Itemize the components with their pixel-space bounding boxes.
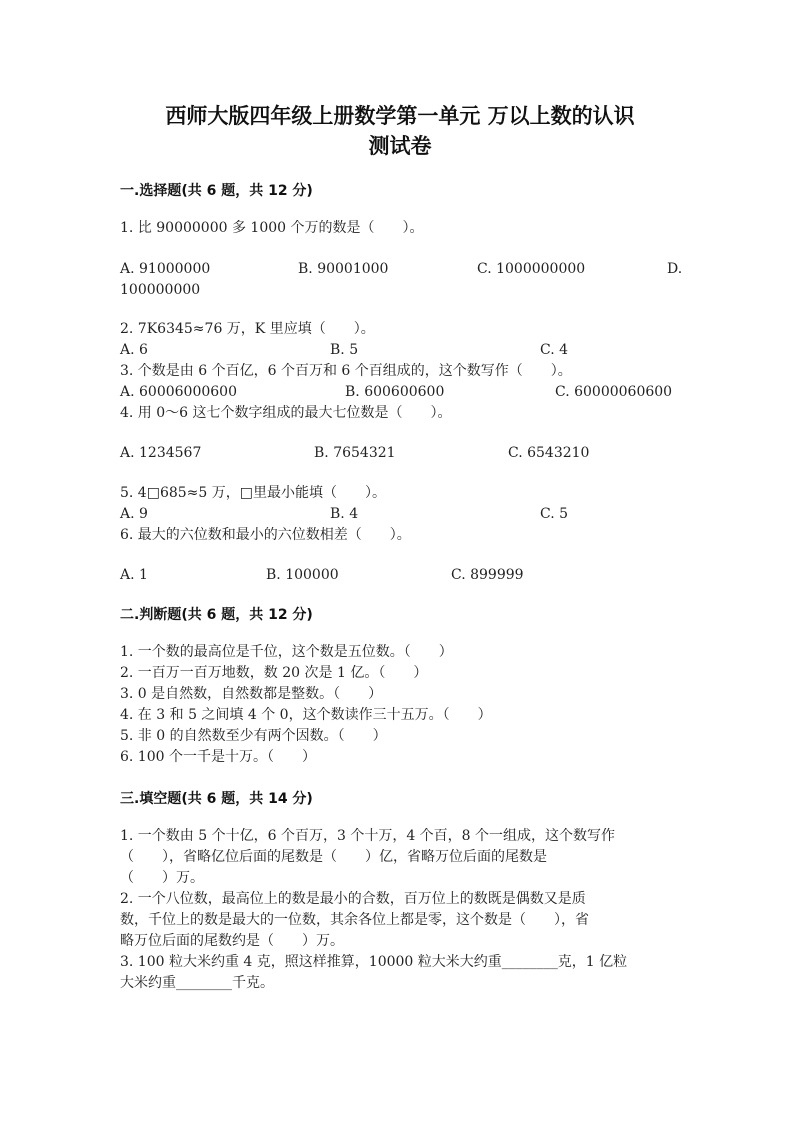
option-c: C. 6543210 bbox=[508, 445, 590, 461]
question-text: 4. 用 0～6 这七个数字组成的最大七位数是（ ）。 bbox=[120, 405, 452, 421]
option-a: A. 60006000600 bbox=[120, 384, 237, 400]
question-line: （ ）万。 bbox=[120, 870, 204, 886]
option-a: A. 1234567 bbox=[120, 445, 202, 461]
question-line: 1. 一个数由 5 个十亿，6 个百万，3 个十万，4 个百，8 个一组成，这个数写作 bbox=[120, 828, 616, 844]
option-b: B. 600600600 bbox=[345, 384, 445, 400]
question-text: 2. 7K6345≈76 万，K 里应填（ ）。 bbox=[120, 321, 375, 337]
option-c: C. 4 bbox=[540, 342, 569, 358]
option-b: B. 90001000 bbox=[298, 261, 389, 277]
option-b: B. 100000 bbox=[266, 567, 339, 583]
option-a: A. 91000000 bbox=[120, 261, 211, 277]
question-text: 1. 比 90000000 多 1000 个万的数是（ ）。 bbox=[120, 220, 424, 236]
option-a: A. 1 bbox=[120, 567, 148, 583]
page-title: 西师大版四年级上册数学第一单元 万以上数的认识 bbox=[165, 104, 635, 128]
option-a: A. 9 bbox=[120, 506, 148, 522]
question-text: 5. 4□685≈5 万，□里最小能填（ ）。 bbox=[120, 485, 386, 501]
question-line: 3. 100 粒大米约重 4 克，照这样推算，10000 粒大米大约重________克，1 亿粒 bbox=[120, 954, 628, 970]
section-heading-fill: 三.填空题(共 6 题，共 14 分) bbox=[120, 791, 313, 807]
option-b: B. 7654321 bbox=[314, 445, 396, 461]
page-title-line2: 测试卷 bbox=[368, 134, 432, 158]
list-item: 4. 在 3 和 5 之间填 4 个 0，这个数读作三十五万。（ ） bbox=[120, 707, 492, 723]
option-b: B. 4 bbox=[330, 506, 359, 522]
question-line: （ ），省略亿位后面的尾数是（ ）亿，省略万位后面的尾数是 bbox=[120, 849, 547, 865]
question-line: 大米约重________千克。 bbox=[120, 975, 274, 991]
option-d-value: 100000000 bbox=[120, 282, 201, 298]
section-heading-judge: 二.判断题(共 6 题，共 12 分) bbox=[120, 607, 313, 623]
option-d-label: D. bbox=[667, 261, 683, 277]
option-c: C. 1000000000 bbox=[477, 261, 586, 277]
option-a: A. 6 bbox=[120, 342, 148, 358]
list-item: 2. 一百万一百万地数，数 20 次是 1 亿。（ ） bbox=[120, 665, 428, 681]
question-line: 略万位后面的尾数约是（ ）万。 bbox=[120, 933, 344, 949]
option-c: C. 60000060600 bbox=[555, 384, 673, 400]
list-item: 6. 100 个一千是十万。（ ） bbox=[120, 749, 316, 765]
question-text: 6. 最大的六位数和最小的六位数相差（ ）。 bbox=[120, 527, 411, 543]
list-item: 1. 一个数的最高位是千位，这个数是五位数。（ ） bbox=[120, 644, 453, 660]
list-item: 3. 0 是自然数，自然数都是整数。（ ） bbox=[120, 686, 383, 702]
option-c: C. 5 bbox=[540, 506, 569, 522]
option-c: C. 899999 bbox=[451, 567, 524, 583]
list-item: 5. 非 0 的自然数至少有两个因数。（ ） bbox=[120, 728, 387, 744]
section-heading-choice: 一.选择题(共 6 题，共 12 分) bbox=[120, 183, 313, 199]
question-line: 2. 一个八位数，最高位上的数是最小的合数，百万位上的数既是偶数又是质 bbox=[120, 891, 586, 907]
option-b: B. 5 bbox=[330, 342, 359, 358]
question-line: 数，千位上的数是最大的一位数，其余各位上都是零，这个数是（ ），省 bbox=[120, 912, 589, 928]
question-text: 3. 个数是由 6 个百亿，6 个百万和 6 个百组成的，这个数写作（ ）。 bbox=[120, 363, 572, 379]
